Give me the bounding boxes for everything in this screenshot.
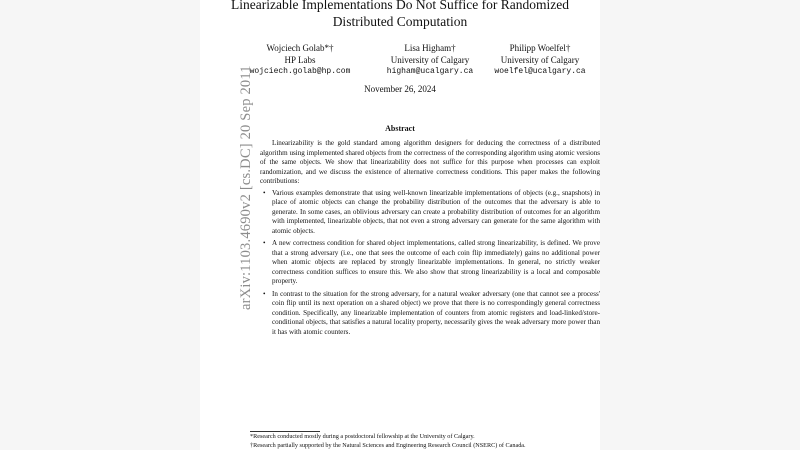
- list-item-text: A new correctness condition for shared object implementations, called strong linearizability, is defined. We prove that a strong adversary (i.e., one that sees the outcome of each coin flip immediately) gains no additional power when atomic objects are replaced by strongly linearizable implementations. In general, no strictly weaker correctness condition suffices to ensure this. We also show that strong linearizability is a local and composable property.: [272, 239, 600, 285]
- author-name: Philipp Woelfel†: [509, 43, 571, 53]
- author-3: [480, 42, 600, 78]
- list-item-text: In contrast to the situation for the strong adversary, for a natural weaker adversary (one that cannot see a process' coin flip until its next operation on a shared object) we prove that there is no correspondingly general correctness condition. Specifically, any linearizable implementation of counters from atomic registers and load-linked/store-conditional objects, that satisfies a natural locality property, necessarily gives the weak adversary more power than it has with atomic counters.: [272, 289, 600, 336]
- left-margin-backdrop: [0, 0, 200, 450]
- title-line-1: Linearizable Implementations Do Not Suffice for Randomized: [231, 0, 569, 12]
- footnote-rule: [250, 431, 320, 432]
- paper-page: [200, 0, 600, 450]
- author-1: [235, 42, 365, 78]
- list-item: [263, 239, 600, 287]
- author-2: [370, 42, 490, 78]
- list-item: [263, 289, 600, 338]
- author-name: Lisa Higham†: [404, 43, 456, 53]
- bullet-icon: •: [263, 289, 266, 298]
- author-name: Wojciech Golab*†: [266, 43, 334, 53]
- list-item: [263, 188, 600, 237]
- arxiv-identifier: arXiv:1103.4690v2 [cs.DC] 20 Sep 2011: [238, 65, 254, 310]
- author-email: woelfel@ucalgary.ca: [494, 67, 586, 76]
- abstract-intro: Linearizability is the gold standard among algorithm designers for deducing the correctness of a distributed algorithm using implemented shared objects from the correctness of the corresponding algorithm using atomic versions of the same objects. We show that linearizability does not suffice for this purpose when processes can exploit randomization, and we discuss the existence of alternative correctness conditions. This paper makes the following contributions:: [260, 139, 600, 185]
- right-margin-backdrop: [600, 0, 800, 450]
- author-email: higham@ucalgary.ca: [386, 67, 474, 76]
- bullet-icon: •: [263, 188, 266, 197]
- author-affiliation: University of Calgary: [390, 55, 470, 65]
- author-affiliation: HP Labs: [284, 55, 316, 65]
- paper-date: November 26, 2024: [364, 84, 436, 94]
- list-item-text: Various examples demonstrate that using well-known linearizable implementations of objects (e.g., snapshots) in place of atomic objects can change the probability distribution of the outcomes that the adversary is able to generate. In some cases, an oblivious adversary can create a probability distribution of outcomes for an algorithm with implemented, linearizable objects, that not even a strong adversary can generate for the same algorithm with atomic objects.: [272, 188, 600, 235]
- abstract-body: [260, 139, 600, 340]
- title-line-2: Distributed Computation: [332, 14, 468, 29]
- contribution-list: [260, 189, 600, 338]
- author-email: wojciech.golab@hp.com: [249, 67, 351, 76]
- author-affiliation: University of Calgary: [500, 55, 580, 65]
- footnote-2: †Research partially supported by the Natural Sciences and Engineering Research Council (NSERC) of Canada.: [250, 442, 526, 449]
- footnote-1: *Research conducted mostly during a postdoctoral fellowship at the University of Calgary.: [250, 433, 475, 440]
- paper-title: [200, 0, 600, 30]
- bullet-icon: •: [263, 239, 266, 247]
- abstract-heading: Abstract: [385, 124, 415, 133]
